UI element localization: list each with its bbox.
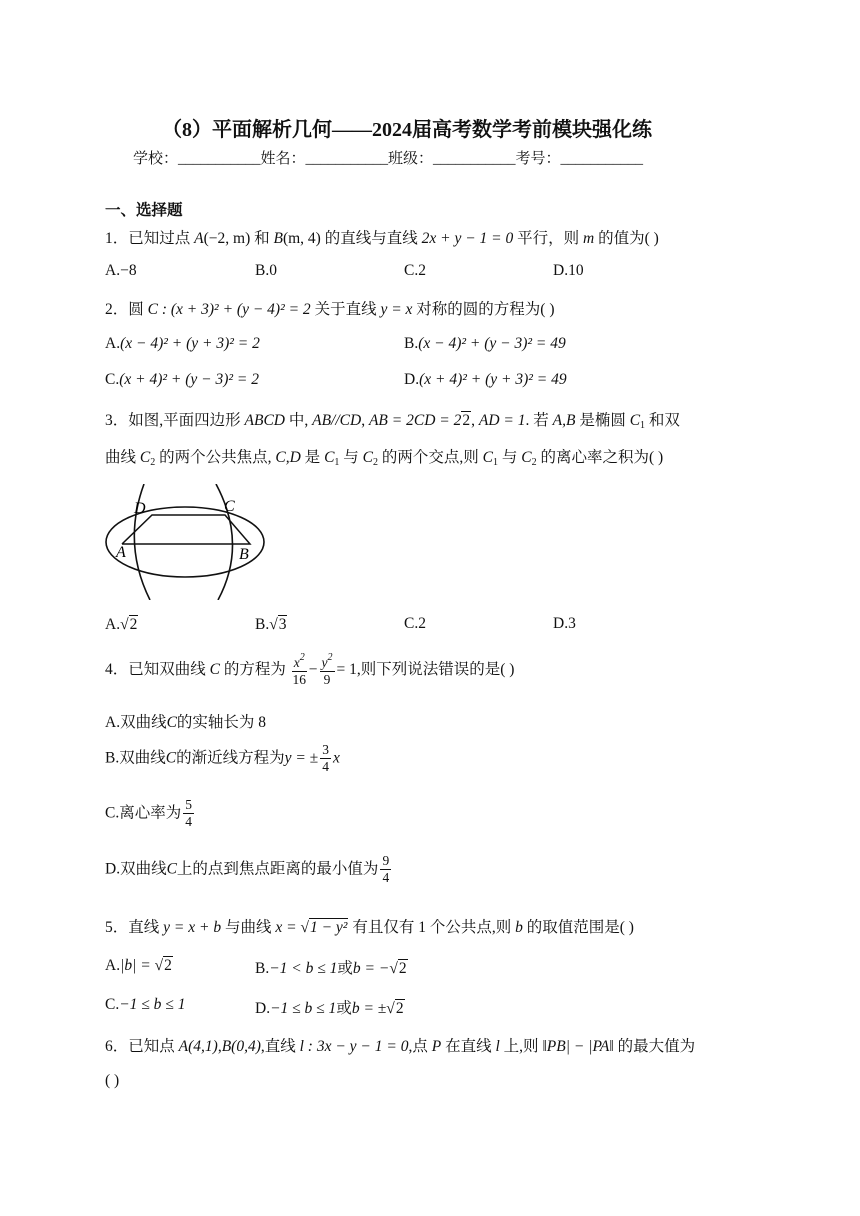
q4-option-d: D.双曲线C上的点到焦点距离的最小值为 $\frac{9}{4}$ bbox=[105, 853, 390, 886]
q5-option-c: C.−1 ≤ b ≤ 1 bbox=[105, 996, 186, 1013]
q2-option-b: B.(x − 4)² + (y − 3)² = 49 bbox=[404, 335, 566, 352]
student-info-line: 学校：___________姓名：___________班级：___________考号：___________ bbox=[133, 151, 644, 167]
fraction-5-4: $\frac{5}{4}$ bbox=[185, 797, 192, 830]
q3-option-c: C.2 bbox=[404, 615, 426, 632]
question-1-stem: 1．已知过点 A(−2, m) 和 B(m, 4) 的直线与直线 2x + y − 1 = 0 平行，则 m 的值为( ) bbox=[105, 230, 659, 247]
question-3-line-1: 3．如图,平面四边形 ABCD 中, AB//CD, AB = 2CD = 22, AD = 1. 若 A,B 是椭圆 $C_1$ 和双 bbox=[105, 412, 680, 431]
q3-option-a: A.√2 bbox=[105, 616, 138, 633]
q1-option-d: D.10 bbox=[553, 262, 584, 279]
figure-label-b: B bbox=[239, 546, 249, 563]
q4-option-c: C.离心率为 $\frac{5}{4}$ bbox=[105, 797, 192, 830]
question-6-answer-paren: ( ) bbox=[105, 1072, 120, 1089]
q5-option-a: A.|b| = √2 bbox=[105, 957, 172, 974]
q3-option-d: D.3 bbox=[553, 615, 576, 632]
question-4-stem: 4．已知双曲线 C 的方程为 $\frac{x^2}{16}$ − $\frac{y^2}{9}$ = 1,则下列说法错误的是( ) bbox=[105, 652, 515, 688]
q1-option-b: B.0 bbox=[255, 262, 277, 279]
question-3-line-2: 曲线 $C_2$ 的两个公共焦点, C,D 是 $C_1$ 与 $C_2$ 的两个交点,则 $C_1$ 与 $C_2$ 的离心率之积为( ) bbox=[105, 449, 664, 468]
fraction-3-4: $\frac{3}{4}$ bbox=[322, 742, 329, 775]
fraction-9-4: $\frac{9}{4}$ bbox=[382, 853, 390, 886]
figure-label-c: C bbox=[224, 498, 235, 515]
q2-option-d: D.(x + 4)² + (y + 3)² = 49 bbox=[404, 371, 567, 388]
q2-option-a: A.(x − 4)² + (y + 3)² = 2 bbox=[105, 335, 260, 352]
q1-option-a: A.−8 bbox=[105, 262, 137, 279]
ellipse-curve bbox=[106, 507, 264, 577]
q5-option-d: D.−1 ≤ b ≤ 1或b = ±√2 bbox=[255, 1000, 404, 1017]
q4-option-b: B.双曲线C的渐近线方程为y = ± $\frac{3}{4}$ x bbox=[105, 742, 340, 775]
q4-option-a: A.双曲线C的实轴长为 8 bbox=[105, 714, 267, 731]
section-heading: 一、选择题 bbox=[105, 202, 183, 219]
q5-option-b: B.−1 < b ≤ 1或b = −√2 bbox=[255, 960, 407, 977]
q1-option-c: C.2 bbox=[404, 262, 426, 279]
q3-option-b: B.√3 bbox=[255, 616, 287, 633]
fraction-y2-9: $\frac{y^2}{9}$ bbox=[321, 652, 333, 688]
question-5-stem: 5．直线 y = x + b 与曲线 x = √1 − y² 有且仅有 1 个公共点,则 b 的取值范围是( ) bbox=[105, 919, 634, 936]
question-2-stem: 2．圆 C : (x + 3)² + (y − 4)² = 2 关于直线 y = x 对称的圆的方程为( ) bbox=[105, 301, 555, 318]
document-title: （8）平面解析几何——2024届高考数学考前模块强化练 bbox=[162, 119, 652, 141]
figure-label-d: D bbox=[134, 500, 146, 517]
figure-label-a: A bbox=[116, 544, 126, 561]
question-6-stem: 6．已知点 A(4,1),B(0,4),直线 l : 3x − y − 1 = 0,点 P 在直线 l 上,则 ‖PB| − |PA‖ 的最大值为 bbox=[105, 1038, 696, 1055]
ellipse-hyperbola-figure bbox=[100, 484, 272, 600]
fraction-x2-16: $\frac{x^2}{16}$ bbox=[292, 652, 306, 688]
q2-option-c: C.(x + 4)² + (y − 3)² = 2 bbox=[105, 371, 260, 388]
